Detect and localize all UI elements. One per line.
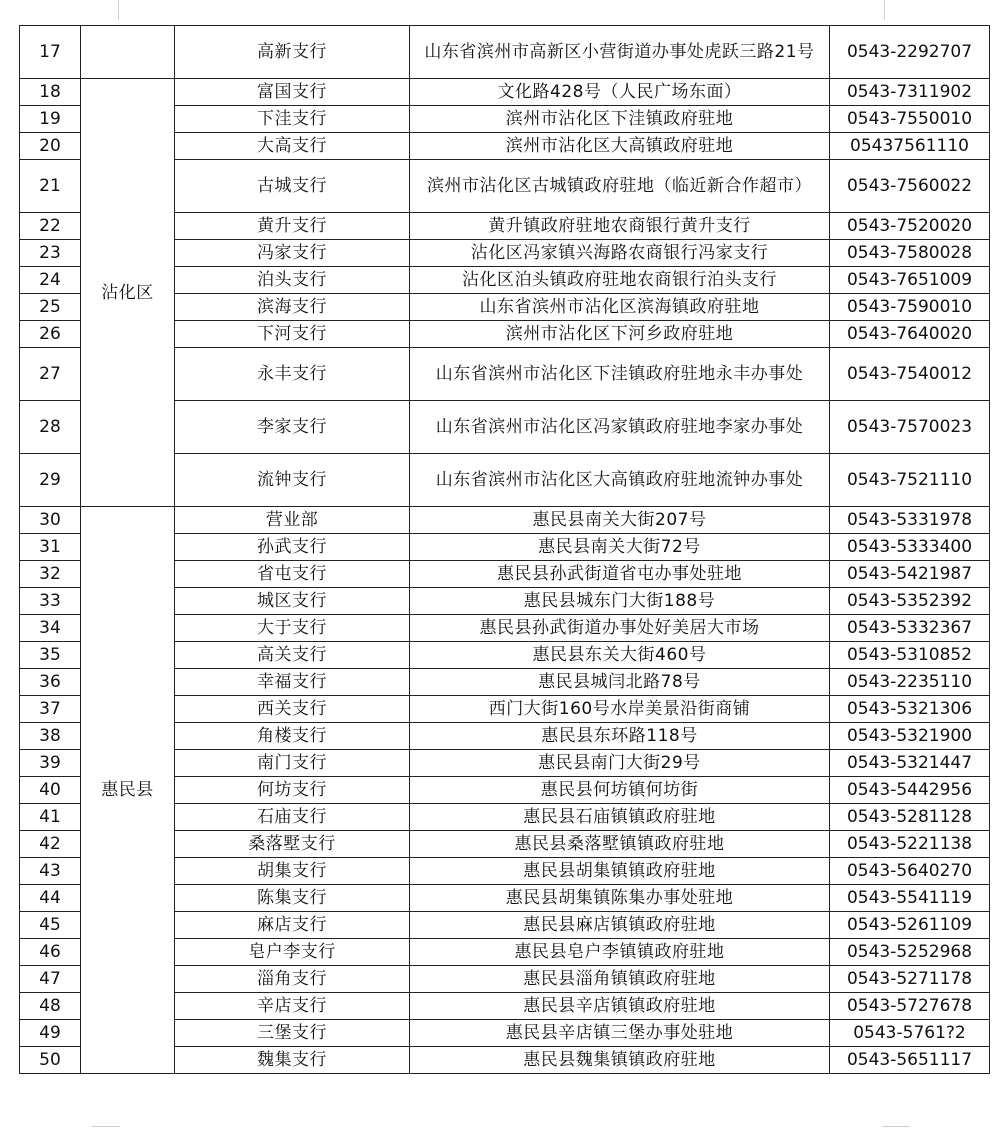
branch-phone: 0543-5727678 [830,993,990,1020]
branch-name: 石庙支行 [175,804,410,831]
row-number: 20 [20,133,81,160]
table-row [20,79,990,106]
page-guide-left-top [118,0,119,20]
row-number: 22 [20,213,81,240]
branch-name: 南门支行 [175,750,410,777]
branch-phone: 0543-5271178 [830,966,990,993]
row-number: 19 [20,106,81,133]
district-cell-zhanhua: 沾化区 [81,79,175,507]
row-number: 28 [20,401,81,454]
page-guide-right-top [884,0,885,20]
branch-table-body [20,26,990,1074]
page-guide-left-bottom [92,1126,120,1127]
branch-name: 高新支行 [175,26,410,79]
branch-name: 麻店支行 [175,912,410,939]
branch-name: 陈集支行 [175,885,410,912]
branch-name: 冯家支行 [175,240,410,267]
row-number: 17 [20,26,81,79]
branch-phone: 0543-5640270 [830,858,990,885]
branch-phone: 0543-5221138 [830,831,990,858]
row-number: 46 [20,939,81,966]
branch-name: 魏集支行 [175,1047,410,1074]
branch-address: 沾化区冯家镇兴海路农商银行冯家支行 [410,240,830,267]
branch-phone: 0543-5332367 [830,615,990,642]
row-number: 27 [20,348,81,401]
row-number: 48 [20,993,81,1020]
branch-address: 惠民县南关大街207号 [410,507,830,534]
branch-phone: 0543-7580028 [830,240,990,267]
row-number: 33 [20,588,81,615]
branch-phone: 0543-7590010 [830,294,990,321]
branch-phone: 0543-5442956 [830,777,990,804]
branch-address: 滨州市沾化区下洼镇政府驻地 [410,106,830,133]
branch-phone: 0543-5761?2 [830,1020,990,1047]
branch-phone: 0543-7311902 [830,79,990,106]
branch-address: 滨州市沾化区古城镇政府驻地（临近新合作超市） [410,160,830,213]
branch-name: 李家支行 [175,401,410,454]
row-number: 34 [20,615,81,642]
branch-address: 山东省滨州市沾化区大高镇政府驻地流钟办事处 [410,454,830,507]
branch-address: 惠民县魏集镇镇政府驻地 [410,1047,830,1074]
branch-phone: 0543-5321447 [830,750,990,777]
district-cell-empty [81,26,175,79]
branch-address: 惠民县石庙镇镇政府驻地 [410,804,830,831]
branch-address: 惠民县孙武街道省屯办事处驻地 [410,561,830,588]
branch-phone: 05437561110 [830,133,990,160]
branch-address: 惠民县桑落墅镇镇政府驻地 [410,831,830,858]
branch-phone: 0543-5541119 [830,885,990,912]
branch-address: 山东省滨州市沾化区冯家镇政府驻地李家办事处 [410,401,830,454]
branch-phone: 0543-7570023 [830,401,990,454]
row-number: 29 [20,454,81,507]
branch-name: 幸福支行 [175,669,410,696]
row-number: 47 [20,966,81,993]
branch-name: 下洼支行 [175,106,410,133]
branch-address: 惠民县麻店镇镇政府驻地 [410,912,830,939]
branch-name: 大高支行 [175,133,410,160]
row-number: 45 [20,912,81,939]
row-number: 44 [20,885,81,912]
branch-address: 惠民县皂户李镇镇政府驻地 [410,939,830,966]
branch-phone: 0543-5252968 [830,939,990,966]
row-number: 38 [20,723,81,750]
branch-phone: 0543-5310852 [830,642,990,669]
row-number: 49 [20,1020,81,1047]
row-number: 35 [20,642,81,669]
branch-address: 山东省滨州市沾化区下洼镇政府驻地永丰办事处 [410,348,830,401]
branch-name: 何坊支行 [175,777,410,804]
page-guide-right-bottom [882,1126,910,1127]
branch-name: 富国支行 [175,79,410,106]
branch-name: 桑落墅支行 [175,831,410,858]
branch-phone: 0543-5281128 [830,804,990,831]
branch-address: 黄升镇政府驻地农商银行黄升支行 [410,213,830,240]
branch-address: 文化路428号（人民广场东面） [410,79,830,106]
branch-name: 三堡支行 [175,1020,410,1047]
branch-address: 惠民县南门大街29号 [410,750,830,777]
branch-address: 惠民县淄角镇镇政府驻地 [410,966,830,993]
branch-name: 大于支行 [175,615,410,642]
district-cell-huimin: 惠民县 [81,507,175,1074]
branch-name: 皂户李支行 [175,939,410,966]
row-number: 30 [20,507,81,534]
branch-address: 西门大街160号水岸美景沿街商铺 [410,696,830,723]
branch-phone: 0543-7640020 [830,321,990,348]
branch-address: 惠民县辛店镇镇政府驻地 [410,993,830,1020]
branch-phone: 0543-7651009 [830,267,990,294]
row-number: 31 [20,534,81,561]
row-number: 39 [20,750,81,777]
branch-address: 山东省滨州市沾化区滨海镇政府驻地 [410,294,830,321]
branch-phone: 0543-5261109 [830,912,990,939]
branch-name: 胡集支行 [175,858,410,885]
branch-phone: 0543-5333400 [830,534,990,561]
branch-address: 惠民县城闫北路78号 [410,669,830,696]
branch-phone: 0543-7560022 [830,160,990,213]
branch-phone: 0543-5321900 [830,723,990,750]
branch-name: 营业部 [175,507,410,534]
branch-address: 惠民县孙武街道办事处好美居大市场 [410,615,830,642]
branch-name: 高关支行 [175,642,410,669]
branch-name: 泊头支行 [175,267,410,294]
branch-name: 古城支行 [175,160,410,213]
branch-name: 城区支行 [175,588,410,615]
row-number: 21 [20,160,81,213]
row-number: 18 [20,79,81,106]
branch-phone: 0543-5352392 [830,588,990,615]
branch-address: 滨州市沾化区大高镇政府驻地 [410,133,830,160]
branch-phone: 0543-7520020 [830,213,990,240]
branch-name: 角楼支行 [175,723,410,750]
branch-address: 沾化区泊头镇政府驻地农商银行泊头支行 [410,267,830,294]
branch-phone: 0543-7550010 [830,106,990,133]
row-number: 23 [20,240,81,267]
branch-phone: 0543-5421987 [830,561,990,588]
table-row [20,26,990,79]
branch-address: 惠民县城东门大街188号 [410,588,830,615]
branch-address: 滨州市沾化区下河乡政府驻地 [410,321,830,348]
row-number: 37 [20,696,81,723]
branch-address: 惠民县南关大街72号 [410,534,830,561]
branch-address: 惠民县东关大街460号 [410,642,830,669]
row-number: 42 [20,831,81,858]
row-number: 32 [20,561,81,588]
row-number: 43 [20,858,81,885]
row-number: 26 [20,321,81,348]
branch-name: 孙武支行 [175,534,410,561]
branch-name: 淄角支行 [175,966,410,993]
branch-address: 惠民县胡集镇镇政府驻地 [410,858,830,885]
branch-phone: 0543-7540012 [830,348,990,401]
branch-address: 惠民县何坊镇何坊街 [410,777,830,804]
branch-name: 省屯支行 [175,561,410,588]
branch-phone: 0543-5331978 [830,507,990,534]
branch-phone: 0543-2292707 [830,26,990,79]
branch-name: 下河支行 [175,321,410,348]
row-number: 25 [20,294,81,321]
branch-address: 惠民县东环路118号 [410,723,830,750]
row-number: 50 [20,1047,81,1074]
row-number: 36 [20,669,81,696]
branch-phone: 0543-2235110 [830,669,990,696]
row-number: 41 [20,804,81,831]
branch-address: 惠民县辛店镇三堡办事处驻地 [410,1020,830,1047]
branch-name: 永丰支行 [175,348,410,401]
branch-name: 滨海支行 [175,294,410,321]
branch-table [19,25,990,1074]
branch-name: 西关支行 [175,696,410,723]
branch-phone: 0543-5321306 [830,696,990,723]
branch-name: 流钟支行 [175,454,410,507]
branch-phone: 0543-5651117 [830,1047,990,1074]
branch-name: 黄升支行 [175,213,410,240]
row-number: 24 [20,267,81,294]
branch-name: 辛店支行 [175,993,410,1020]
branch-address: 惠民县胡集镇陈集办事处驻地 [410,885,830,912]
row-number: 40 [20,777,81,804]
branch-phone: 0543-7521110 [830,454,990,507]
table-row [20,507,990,534]
branch-address: 山东省滨州市高新区小营街道办事处虎跃三路21号 [410,26,830,79]
